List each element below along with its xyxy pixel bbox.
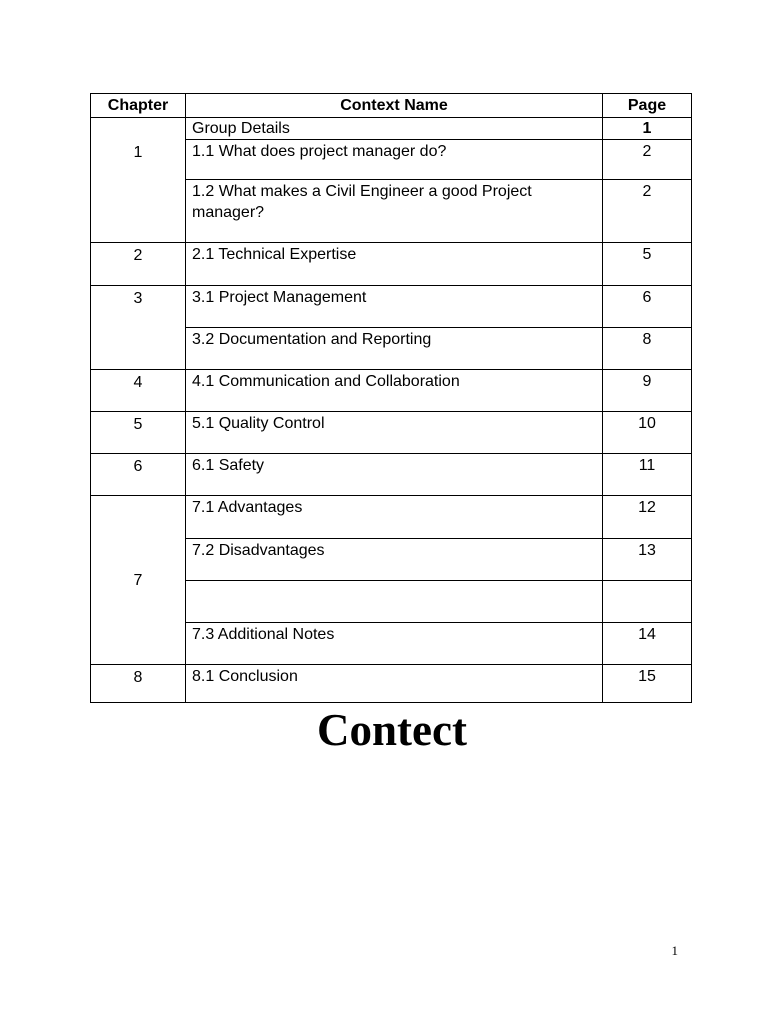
table-row <box>91 665 692 703</box>
entry-name: 7.3 Additional Notes <box>186 623 603 665</box>
entry-page: 15 <box>603 665 692 703</box>
entry-name: 1.2 What makes a Civil Engineer a good Project manager? <box>186 180 603 243</box>
entry-page: 13 <box>603 539 692 581</box>
entry-page <box>603 581 692 623</box>
entry-page: 6 <box>603 286 692 328</box>
entry-name: Group Details <box>186 118 603 140</box>
chapter-number: 2 <box>91 243 186 286</box>
header-row <box>91 94 692 118</box>
table-row <box>91 370 692 412</box>
entry-name: 3.2 Documentation and Reporting <box>186 328 603 370</box>
chapter-cell <box>91 118 186 140</box>
chapter-number: 7 <box>91 496 186 665</box>
chapter-number: 8 <box>91 665 186 703</box>
chapter-number: 4 <box>91 370 186 412</box>
entry-page: 9 <box>603 370 692 412</box>
header-page: Page <box>603 94 692 118</box>
chapter-number: 3 <box>91 286 186 370</box>
chapter-number: 1 <box>91 140 186 243</box>
entry-page: 5 <box>603 243 692 286</box>
chapter-number: 5 <box>91 412 186 454</box>
document-heading: Contect <box>317 705 467 755</box>
entry-page: 8 <box>603 328 692 370</box>
header-chapter: Chapter <box>91 94 186 118</box>
entry-page: 14 <box>603 623 692 665</box>
entry-name: 7.1 Advantages <box>186 496 603 539</box>
entry-name: 6.1 Safety <box>186 454 603 496</box>
entry-page: 1 <box>603 118 692 140</box>
chapter-number: 6 <box>91 454 186 496</box>
entry-name <box>186 581 603 623</box>
table-row <box>91 243 692 286</box>
entry-page: 12 <box>603 496 692 539</box>
table-row <box>91 286 692 328</box>
entry-page: 10 <box>603 412 692 454</box>
entry-name: 3.1 Project Management <box>186 286 603 328</box>
table-of-contents <box>90 93 692 703</box>
header-context-name: Context Name <box>186 94 603 118</box>
entry-page: 2 <box>603 180 692 243</box>
entry-name: 4.1 Communication and Collaboration <box>186 370 603 412</box>
entry-name: 7.2 Disadvantages <box>186 539 603 581</box>
table-row <box>91 412 692 454</box>
table-row <box>91 496 692 539</box>
entry-name: 1.1 What does project manager do? <box>186 140 603 180</box>
entry-page: 2 <box>603 140 692 180</box>
entry-page: 11 <box>603 454 692 496</box>
table-row <box>91 118 692 140</box>
table-row <box>91 454 692 496</box>
page-number: 1 <box>671 943 678 958</box>
table-row <box>91 140 692 180</box>
entry-name: 2.1 Technical Expertise <box>186 243 603 286</box>
entry-name: 8.1 Conclusion <box>186 665 603 703</box>
entry-name: 5.1 Quality Control <box>186 412 603 454</box>
